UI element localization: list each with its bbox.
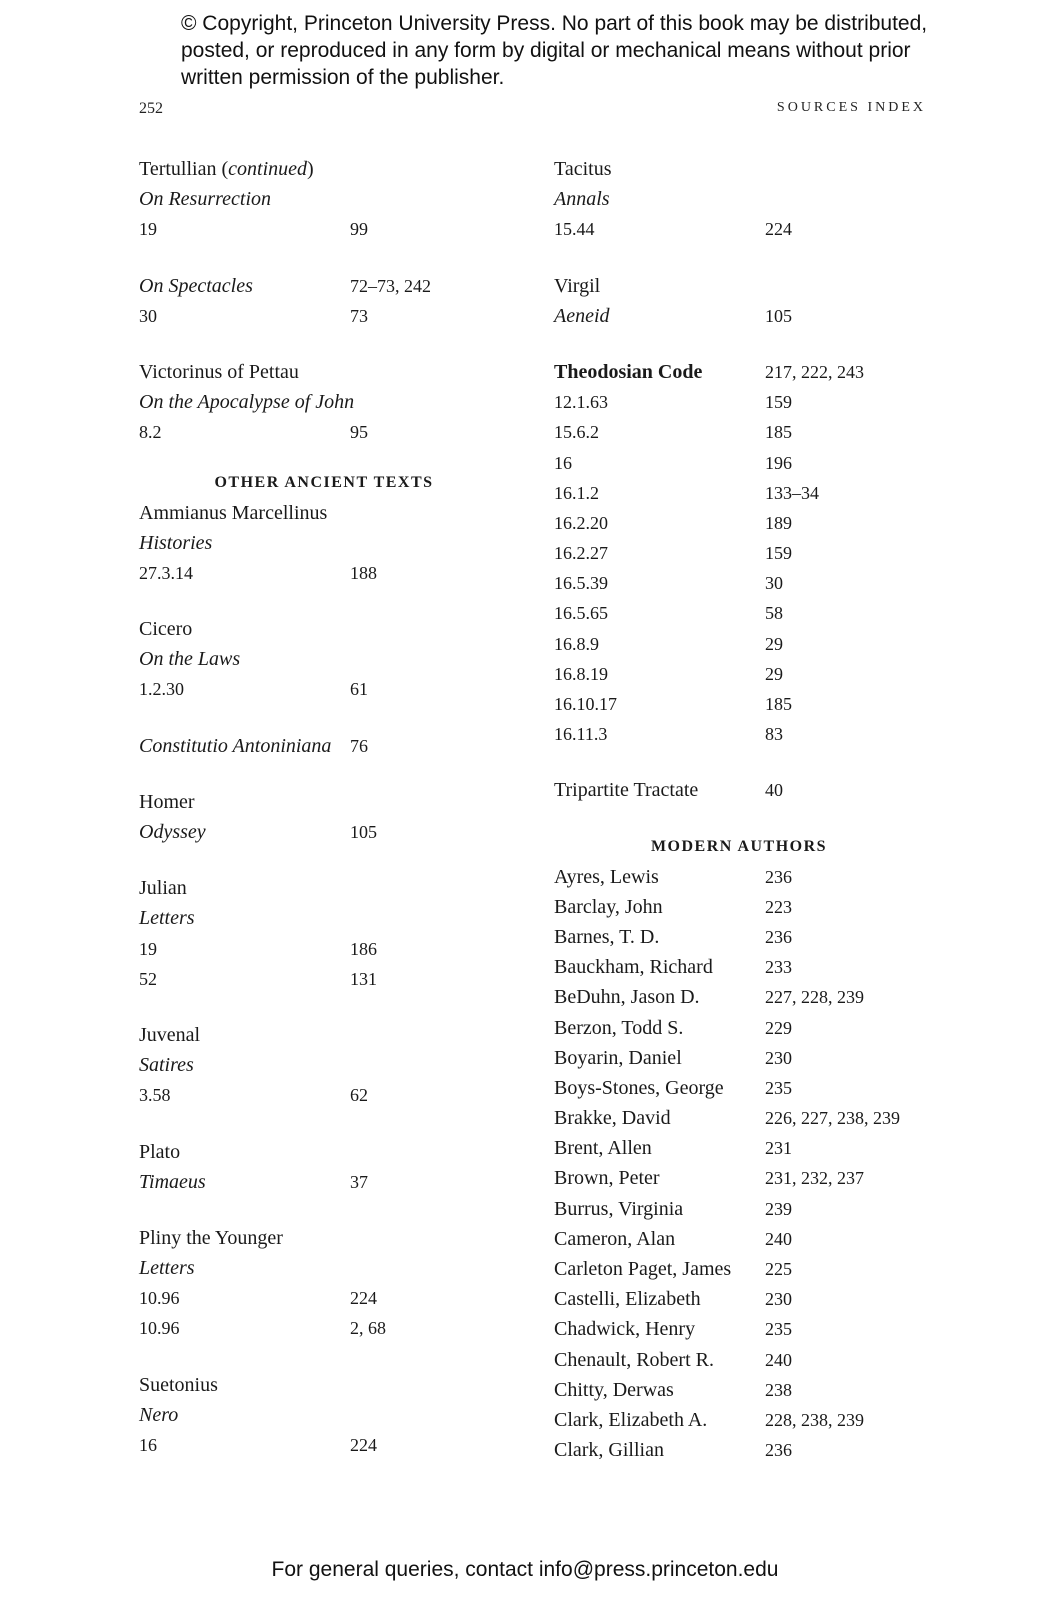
pages: 230 <box>765 1289 792 1310</box>
index-ref-row <box>139 1080 539 1110</box>
author-name: Clark, Gillian <box>554 1439 664 1462</box>
work-title: Odyssey <box>139 821 206 843</box>
index-ref-row <box>554 387 954 417</box>
pages: 226, 227, 238, 239 <box>765 1108 900 1129</box>
pages: 133–34 <box>765 482 819 503</box>
work-title: On Resurrection <box>139 188 272 211</box>
author-name: Brown, Peter <box>554 1167 660 1190</box>
modern-author-row <box>554 1194 954 1224</box>
pages: 40 <box>765 780 783 801</box>
index-ref-row <box>554 689 954 719</box>
index-author-row <box>139 1137 539 1167</box>
pages: 2, 68 <box>350 1318 386 1339</box>
author-name: Plato <box>139 1140 181 1163</box>
pages: 236 <box>765 1440 792 1461</box>
ref: 8.2 <box>139 422 162 443</box>
author-name: Tertullian <box>139 158 217 180</box>
author-name: Julian <box>139 877 187 900</box>
author-name: Tacitus <box>554 158 612 180</box>
index-ref-row <box>139 674 539 704</box>
index-ref-row <box>554 508 954 538</box>
pages: 186 <box>350 938 377 959</box>
pages: 240 <box>765 1228 792 1249</box>
pages: 61 <box>350 679 368 700</box>
pages: 235 <box>765 1319 792 1340</box>
ref: 16.5.39 <box>554 573 608 594</box>
author-name: Barnes, T. D. <box>554 925 660 948</box>
index-author-row <box>139 1020 539 1050</box>
index-author-row <box>139 787 539 817</box>
author-name: Berzon, Todd S. <box>554 1016 684 1039</box>
pages: 131 <box>350 968 377 989</box>
index-author-row: Tertullian (continued) <box>139 158 314 180</box>
ref: 27.3.14 <box>139 562 193 583</box>
pages: 225 <box>765 1259 792 1279</box>
pages: 240 <box>765 1349 792 1370</box>
author-name: Cicero <box>139 618 193 641</box>
author-name: Pliny the Younger <box>139 1226 283 1249</box>
index-work-row <box>139 817 539 847</box>
index-ref-row <box>554 659 954 689</box>
ref: 10.96 <box>139 1318 180 1339</box>
pages: 236 <box>765 926 792 947</box>
page-number: 252 <box>139 100 163 117</box>
ref: 16.8.9 <box>554 633 599 654</box>
pages: 76 <box>350 735 368 756</box>
author-name: Brent, Allen <box>554 1137 652 1160</box>
pages: 99 <box>350 219 368 240</box>
index-author-row <box>139 614 539 644</box>
index-author-row <box>139 498 539 528</box>
modern-author-row <box>554 862 954 892</box>
index-author-row <box>139 1223 539 1253</box>
work-title: Tripartite Tractate <box>554 779 699 802</box>
pages: 228, 238, 239 <box>765 1409 864 1430</box>
ref: 3.58 <box>139 1085 171 1106</box>
work-title: Letters <box>139 907 195 930</box>
index-ref-row <box>554 598 954 628</box>
index-ref-row <box>139 558 539 588</box>
ref: 16 <box>139 1435 157 1455</box>
index-work-row <box>139 1167 539 1197</box>
index-work-row <box>139 903 539 933</box>
pages: 227, 228, 239 <box>765 987 864 1008</box>
pages: 196 <box>765 452 792 473</box>
author-name: Victorinus of Pettau <box>139 360 299 383</box>
index-work-row <box>139 184 539 214</box>
modern-author-row <box>554 1254 954 1284</box>
author-name: Carleton Paget, James <box>554 1258 732 1280</box>
author-name: Chenault, Robert R. <box>554 1348 714 1371</box>
left-column <box>139 154 539 1460</box>
work-title: On the Apocalypse of John <box>139 391 355 414</box>
pages: 217, 222, 243 <box>765 361 864 382</box>
modern-author-row <box>554 1224 954 1254</box>
pages: 231, 232, 237 <box>765 1168 864 1189</box>
work-title: Aeneid <box>554 304 610 327</box>
ref: 1.2.30 <box>139 679 184 700</box>
modern-author-row <box>554 1043 954 1073</box>
ref: 12.1.63 <box>554 392 608 413</box>
pages: 72–73, 242 <box>350 275 431 296</box>
modern-author-row <box>554 1405 954 1435</box>
index-work-row <box>554 184 954 214</box>
pages: 185 <box>765 422 792 443</box>
work-title: Satires <box>139 1054 194 1077</box>
pages: 224 <box>765 219 792 240</box>
pages: 105 <box>765 305 792 326</box>
index-work-row <box>139 1253 539 1283</box>
index-work-row <box>139 1050 539 1080</box>
index-heading-row <box>554 357 954 387</box>
modern-author-row <box>554 1163 954 1193</box>
index-work-row <box>139 1400 539 1430</box>
modern-author-row <box>554 1375 954 1405</box>
work-title: Annals <box>554 188 610 211</box>
author-name: Homer <box>139 790 195 813</box>
author-name: Castelli, Elizabeth <box>554 1288 701 1311</box>
index-work-row <box>139 528 539 558</box>
index-work-row <box>139 271 539 301</box>
modern-author-row <box>554 982 954 1012</box>
pages: 83 <box>765 724 783 745</box>
pages: 229 <box>765 1017 792 1038</box>
modern-author-row <box>554 1314 954 1344</box>
index-work-row <box>139 731 539 761</box>
index-ref-row <box>139 1283 539 1313</box>
pages: 95 <box>350 422 368 443</box>
index-ref-row <box>554 417 954 447</box>
modern-author-row <box>554 1284 954 1314</box>
code-title: Theodosian Code <box>554 360 703 383</box>
copyright-notice: © Copyright, Princeton University Press. No part of this book may be distributed, posted, or reproduced in any form by digital or mechanical means without prior written permission of the publisher. <box>181 12 928 89</box>
ref: 16.8.19 <box>554 663 608 684</box>
index-ref-row <box>139 1313 539 1343</box>
author-name: Virgil <box>554 274 601 297</box>
index-ref-row <box>139 417 539 447</box>
author-name: Suetonius <box>139 1373 218 1396</box>
index-author-row <box>139 873 539 903</box>
pages: 37 <box>350 1171 368 1192</box>
index-ref-row <box>139 301 539 331</box>
ref: 16.2.20 <box>554 512 608 533</box>
pages: 238 <box>765 1379 792 1400</box>
author-name: Juvenal <box>139 1023 201 1046</box>
pages: 29 <box>765 663 783 684</box>
pages: 159 <box>765 543 792 564</box>
index-work-row <box>554 301 954 331</box>
work-title: Letters <box>139 1257 195 1280</box>
index-heading-row <box>554 775 954 805</box>
index-author-row <box>139 357 539 387</box>
continued-label: continued <box>228 158 308 180</box>
pages: 231 <box>765 1138 792 1159</box>
modern-author-row <box>554 1133 954 1163</box>
pages: 188 <box>350 562 377 583</box>
modern-author-row <box>554 1013 954 1043</box>
modern-author-row <box>554 952 954 982</box>
ref: 19 <box>139 219 157 240</box>
modern-author-row <box>554 1073 954 1103</box>
pages: 230 <box>765 1047 792 1068</box>
ref: 19 <box>139 938 157 959</box>
ref: 16.10.17 <box>554 694 617 714</box>
index-ref-row <box>554 719 954 749</box>
pages: 159 <box>765 392 792 413</box>
ref: 16 <box>554 452 572 473</box>
index-ref-row <box>554 568 954 598</box>
author-name: Brakke, David <box>554 1107 671 1130</box>
author-name: BeDuhn, Jason D. <box>554 986 700 1009</box>
author-name: Burrus, Virginia <box>554 1197 684 1220</box>
index-ref-row <box>139 964 539 994</box>
ref: 52 <box>139 968 157 989</box>
ref: 30 <box>139 305 157 326</box>
index-ref-row <box>554 629 954 659</box>
pages: 105 <box>350 822 377 842</box>
work-title: Histories <box>139 531 213 554</box>
running-title: SOURCES INDEX <box>776 100 926 115</box>
index-ref-row <box>554 214 954 244</box>
author-name: Ammianus Marcellinus <box>139 501 328 524</box>
ref: 15.6.2 <box>554 422 599 443</box>
modern-author-row <box>554 892 954 922</box>
pages: 29 <box>765 633 783 654</box>
author-name: Cameron, Alan <box>554 1227 676 1250</box>
index-work-row <box>139 644 539 674</box>
index-author-row <box>554 271 954 301</box>
author-name: Boyarin, Daniel <box>554 1046 682 1069</box>
ref: 16.1.2 <box>554 482 599 503</box>
author-name: Ayres, Lewis <box>554 865 659 888</box>
modern-author-row <box>554 1435 954 1465</box>
pages: 235 <box>765 1077 792 1098</box>
pages: 58 <box>765 603 783 624</box>
pages: 223 <box>765 896 792 917</box>
index-work-row <box>139 387 539 417</box>
pages: 73 <box>350 305 368 326</box>
author-name: Barclay, John <box>554 895 663 918</box>
modern-author-row <box>554 1103 954 1133</box>
author-name: Clark, Elizabeth A. <box>554 1408 708 1431</box>
pages: 185 <box>765 694 792 714</box>
work-title: Constitutio Antoniniana <box>139 734 332 757</box>
right-column <box>554 154 954 1465</box>
pages: 233 <box>765 957 792 978</box>
ref: 16.2.27 <box>554 543 608 564</box>
pages: 224 <box>350 1435 377 1455</box>
work-title: Timaeus <box>139 1170 206 1193</box>
work-title: On Spectacles <box>139 274 253 297</box>
section-heading-other-ancient-texts: OTHER ANCIENT TEXTS <box>214 473 434 491</box>
index-ref-row <box>139 934 539 964</box>
index-ref-row <box>139 1430 539 1460</box>
index-ref-row <box>554 448 954 478</box>
author-name: Boys-Stones, George <box>554 1076 724 1099</box>
pages: 30 <box>765 573 783 594</box>
footer-contact: For general queries, contact info@press.princeton.edu <box>271 1558 779 1581</box>
index-ref-row <box>554 538 954 568</box>
modern-author-row <box>554 1345 954 1375</box>
author-name: Chitty, Derwas <box>554 1378 674 1401</box>
pages: 236 <box>765 866 792 887</box>
index-author-row <box>554 154 954 184</box>
ref: 16.11.3 <box>554 724 608 745</box>
author-name: Bauckham, Richard <box>554 956 713 979</box>
index-ref-row <box>139 214 539 244</box>
index-author-row <box>139 1370 539 1400</box>
pages: 224 <box>350 1288 377 1309</box>
work-title: Nero <box>139 1403 179 1426</box>
work-title: On the Laws <box>139 648 241 671</box>
pages: 189 <box>765 512 792 533</box>
pages: 62 <box>350 1085 368 1106</box>
ref: 16.5.65 <box>554 603 608 624</box>
author-name: Chadwick, Henry <box>554 1318 696 1341</box>
pages: 239 <box>765 1198 792 1219</box>
ref: 10.96 <box>139 1288 180 1309</box>
ref: 15.44 <box>554 219 595 240</box>
section-heading-modern-authors: MODERN AUTHORS <box>650 837 828 855</box>
index-ref-row <box>554 478 954 508</box>
modern-author-row <box>554 922 954 952</box>
